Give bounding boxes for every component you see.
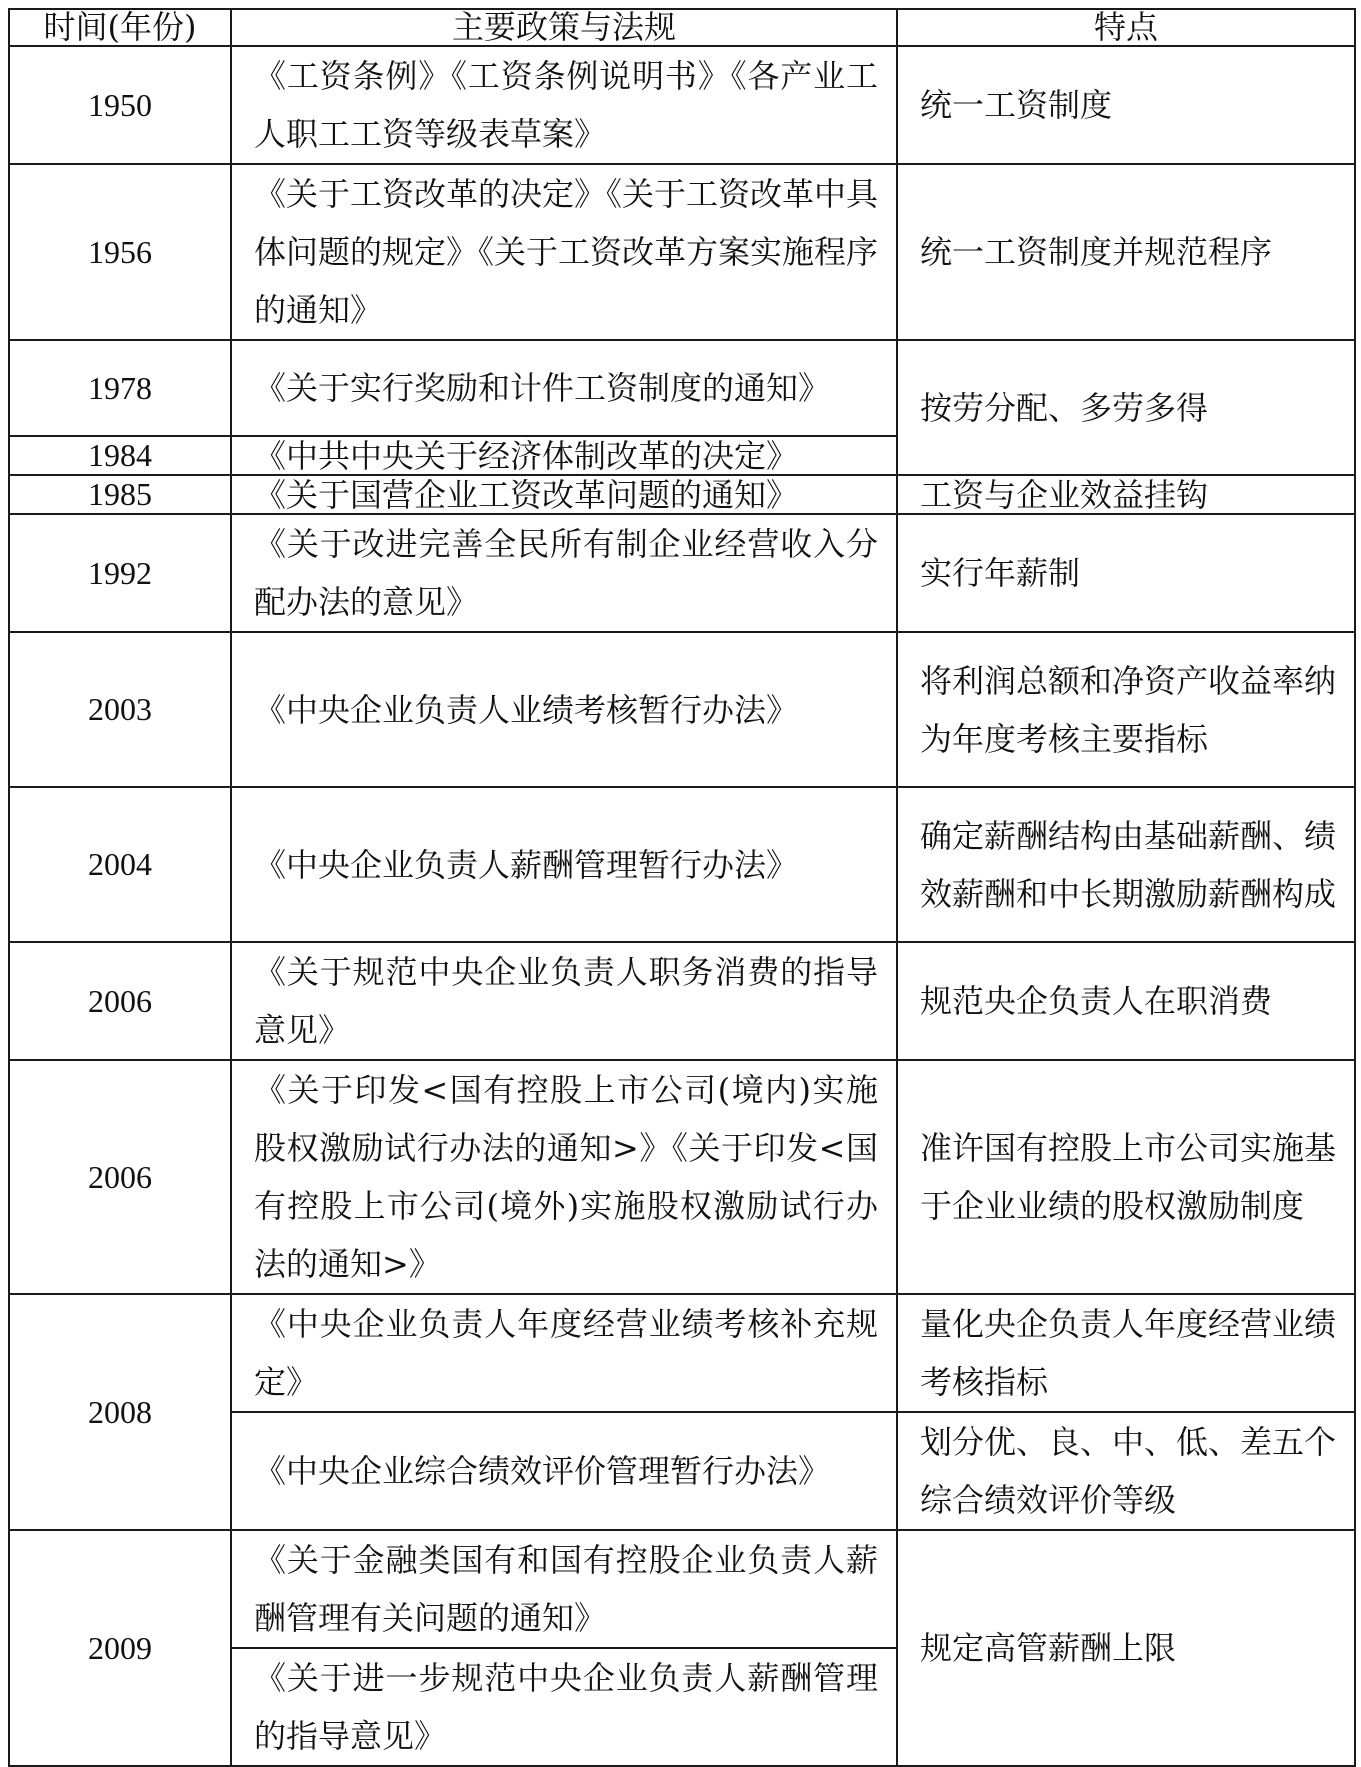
- table-row: [9, 1294, 1355, 1412]
- policy-cell: [231, 514, 897, 632]
- table-row: [9, 632, 1355, 787]
- policy-table: [8, 8, 1356, 1767]
- policy-cell: [231, 164, 897, 340]
- year-cell: 1978: [9, 340, 231, 436]
- header-row: [9, 9, 1355, 46]
- table-row: [9, 942, 1355, 1060]
- table-row: [9, 46, 1355, 164]
- year-cell: 2006: [9, 1060, 231, 1294]
- feature-cell: [897, 632, 1355, 787]
- feature-text: 工资与企业效益挂钩: [920, 475, 1209, 514]
- policy-text: 《中共中央关于经济体制改革的决定》: [254, 436, 799, 475]
- policy-text: 《中央企业负责人业绩考核暂行办法》: [254, 690, 799, 729]
- year-cell: 2009: [9, 1530, 231, 1766]
- policy-cell: [231, 632, 897, 787]
- feature-cell: [897, 1412, 1355, 1530]
- feature-text: 实行年薪制: [920, 554, 1081, 592]
- feature-text: 规定高管薪酬上限: [920, 1629, 1177, 1667]
- policy-cell: [231, 475, 897, 514]
- feature-cell: [897, 340, 1355, 475]
- policy-cell: [231, 436, 897, 475]
- header-feature: 特点: [897, 9, 1355, 46]
- feature-cell: [897, 1530, 1355, 1766]
- feature-cell: [897, 46, 1355, 164]
- table-row: [9, 164, 1355, 340]
- feature-text: 按劳分配、多劳多得: [920, 388, 1209, 427]
- policy-text: 《关于规范中央企业负责人职务消费的指导意见》: [254, 953, 878, 1049]
- policy-text: 《中央企业负责人薪酬管理暂行办法》: [254, 845, 799, 884]
- feature-cell: [897, 164, 1355, 340]
- policy-cell: [231, 787, 897, 942]
- header-year: 时间(年份): [9, 9, 231, 46]
- policy-cell: [231, 1294, 897, 1412]
- feature-cell: [897, 787, 1355, 942]
- policy-cell: [231, 1060, 897, 1294]
- table-row: [9, 340, 1355, 436]
- year-cell: 2004: [9, 787, 231, 942]
- feature-cell: [897, 1060, 1355, 1294]
- feature-text: 统一工资制度并规范程序: [920, 233, 1273, 271]
- table-row: [9, 1530, 1355, 1648]
- table-row: [9, 787, 1355, 942]
- policy-text: 《关于工资改革的决定》《关于工资改革中具体问题的规定》《关于工资改革方案实施程序的通知》: [254, 175, 879, 329]
- feature-text: 规范央企负责人在职消费: [920, 982, 1273, 1020]
- year-cell: 1992: [9, 514, 231, 632]
- year-cell: 2006: [9, 942, 231, 1060]
- year-cell: 1956: [9, 164, 231, 340]
- feature-cell: [897, 1294, 1355, 1412]
- policy-text: 《关于金融类国有和国有控股企业负责人薪酬管理有关问题的通知》: [254, 1541, 878, 1637]
- policy-text: 《关于印发<国有控股上市公司(境内)实施股权激励试行办法的通知>》《关于印发<国有控股上市公司(境外)实施股权激励试行办法的通知>》: [254, 1071, 878, 1283]
- feature-cell: [897, 942, 1355, 1060]
- policy-cell: [231, 1648, 897, 1766]
- policy-text: 《中央企业负责人年度经营业绩考核补充规定》: [254, 1305, 878, 1401]
- policy-cell: [231, 1530, 897, 1648]
- year-cell: 2008: [9, 1294, 231, 1530]
- feature-text: 将利润总额和净资产收益率纳为年度考核主要指标: [920, 661, 1337, 758]
- table-row: [9, 1060, 1355, 1294]
- year-cell: 1984: [9, 436, 231, 475]
- year-cell: 1985: [9, 475, 231, 514]
- policy-cell: [231, 942, 897, 1060]
- policy-text: 《关于国营企业工资改革问题的通知》: [254, 475, 799, 514]
- feature-text: 量化央企负责人年度经营业绩考核指标: [920, 1305, 1337, 1401]
- policy-text: 《关于进一步规范中央企业负责人薪酬管理的指导意见》: [254, 1659, 878, 1755]
- policy-cell: [231, 46, 897, 164]
- table-row: [9, 514, 1355, 632]
- table-row: [9, 475, 1355, 514]
- feature-text: 确定薪酬结构由基础薪酬、绩效薪酬和中长期激励薪酬构成: [920, 816, 1337, 913]
- feature-cell: [897, 475, 1355, 514]
- policy-text: 《关于实行奖励和计件工资制度的通知》: [254, 369, 831, 407]
- year-cell: 1950: [9, 46, 231, 164]
- feature-text: 统一工资制度: [920, 86, 1113, 124]
- policy-text: 《中央企业综合绩效评价管理暂行办法》: [254, 1452, 831, 1490]
- year-cell: 2003: [9, 632, 231, 787]
- policy-cell: [231, 340, 897, 436]
- policy-text: 《工资条例》《工资条例说明书》《各产业工人职工工资等级表草案》: [254, 57, 878, 153]
- feature-text: 准许国有控股上市公司实施基于企业业绩的股权激励制度: [920, 1129, 1337, 1225]
- header-policy: 主要政策与法规: [231, 9, 897, 46]
- policy-text: 《关于改进完善全民所有制企业经营收入分配办法的意见》: [254, 525, 878, 621]
- feature-text: 划分优、良、中、低、差五个综合绩效评价等级: [920, 1423, 1337, 1519]
- policy-cell: [231, 1412, 897, 1530]
- feature-cell: [897, 514, 1355, 632]
